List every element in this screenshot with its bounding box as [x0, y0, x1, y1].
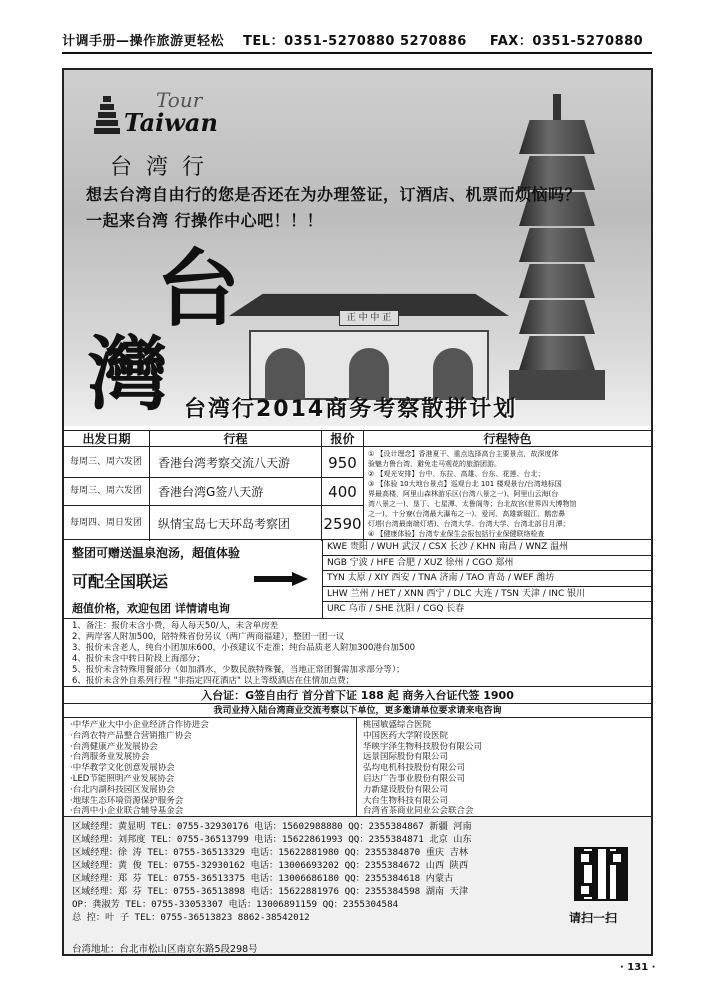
- feature-line: ① 【设计理念】香港夏干、重点选择高台主要景点，故深度体: [368, 450, 559, 458]
- organization-item: ·台湾服务业发展协会: [70, 752, 150, 763]
- feature-line: 湾八景之一)、垦丁、七星潭、太鲁阁等；台北故宫(世界四大博物馆: [368, 500, 577, 508]
- promo-block: [64, 540, 322, 618]
- route-row: TYN 太原 / XIY 西安 / TNA 济南 / TAO 青岛 / WEF 潍坊: [323, 571, 651, 587]
- organization-item: 力新建设股份有限公司: [363, 784, 449, 795]
- organizations-header: 我司业持入陆台湾商业交流考察以下单位，更多邀请单位要求请来电咨询: [64, 704, 651, 718]
- organization-item: ·中华产业大中小企业经济合作协进会: [70, 720, 209, 730]
- calligraphy-wan: 灣: [88, 327, 168, 421]
- organization-item: 台湾省茶商业同业公会联合会: [363, 806, 474, 817]
- features-header: 行程特色: [364, 431, 651, 447]
- price-header: 报价: [322, 431, 363, 447]
- note-line: 5、报价未含特殊用餐部分（如加酒水，少数民族特殊餐，当地正常团餐需加求部分等）；: [72, 665, 405, 675]
- plan-title: 台湾行2014商务考察散拼计划: [184, 397, 518, 422]
- organization-item: 桃园敏盛综合医院: [363, 720, 432, 730]
- terms-notes: [64, 618, 651, 686]
- logo-tour-text: Tour: [156, 88, 203, 112]
- itinerary-row-price: 950: [322, 448, 363, 478]
- contact-row: 区域经理：郑 芬 TEL：0755-36513375 电话：13006686180 QQ：2355384618 内蒙古: [72, 873, 454, 884]
- feature-line: 界最高楼，阿里山森林游乐区(台湾八景之一)、阿里山云海(台: [368, 490, 559, 498]
- organization-item: ·台北内湖科技园区发展协会: [70, 784, 175, 795]
- route-column: [150, 431, 322, 541]
- itinerary-row-route: 香港台湾考察交流八天游: [150, 448, 322, 478]
- organizations-left: [64, 718, 357, 816]
- gate-sign: 正 中 中 正: [339, 310, 399, 326]
- feature-line: 之一)、十分寮(台湾最大瀑布之一)、爱河、高雄新堀江、鹅峦鼻: [368, 510, 566, 518]
- itinerary-row-route: 香港台湾G签八天游: [150, 478, 322, 506]
- contact-row: 区域经理：刘邦度 TEL：0755-36513799 电话：15622861993 QQ：2355384871 北京 山东: [72, 834, 472, 845]
- itinerary-row-route: 纵情宝岛七天环岛考察团: [158, 517, 291, 531]
- organization-item: 启达广告事业股份有限公司: [363, 773, 466, 784]
- itinerary-row-days: 每周三、周六发团: [64, 478, 150, 506]
- taiwan-address: 台湾地址：台北市松山区南京东路5段298号: [72, 944, 258, 955]
- organization-item: ·地球生态环境资源保护服务会: [70, 795, 184, 806]
- route-row: KWE 贵阳 / WUH 武汉 / CSX 长沙 / KHN 南昌 / WNZ 温州: [323, 540, 651, 556]
- logo-cn-text: 台湾行: [110, 155, 219, 180]
- organization-item: ·LED节能照明产业发展协会: [70, 773, 175, 784]
- contact-row: 区域经理：黄显明 TEL：0755-32930176 电话：15602988880 QQ：2355384867 新疆 河南: [72, 821, 472, 832]
- organizations-right: [357, 718, 650, 819]
- organization-item: 中国医药大学附设医院: [363, 730, 449, 741]
- page-number: · 131 ·: [620, 962, 656, 973]
- organization-item: ·台湾中小企业联合辅导基金会: [70, 806, 184, 817]
- organization-item: 大台生物科技有限公司: [363, 795, 449, 806]
- pagoda-icon: [94, 94, 120, 144]
- header-tel: TEL：0351-5270880 5270886: [243, 34, 467, 49]
- hero-banner: [64, 70, 651, 426]
- note-line: 3、报价未含老人，纯台小团加床600，小孩建议不走准；纯台品质老人附加300港台加500: [72, 643, 416, 653]
- note-line: 4、报价未含中转日阶段上海部分；: [72, 654, 205, 664]
- feature-line: ③ 【体验 10大地台景点】巡观台北 101 楼观景台/台湾地标国: [368, 480, 562, 488]
- organization-item: ·台湾农特产品整合营销推广协会: [70, 730, 192, 741]
- calligraphy-tai: 台: [156, 239, 241, 338]
- promo-hot-spring: 整团可赠送温泉泡汤，超值体验: [72, 546, 241, 560]
- itinerary-row-price: 400: [322, 478, 363, 506]
- feature-line: ④ 【健康体验】台湾专业保生会报包括行业保健联络检查: [368, 530, 545, 538]
- header-fax: FAX：0351-5270880: [489, 34, 644, 49]
- memorial-gate-image: [229, 290, 509, 400]
- route-row: NGB 宁波 / HFE 合肥 / XUZ 徐州 / CGO 郑州: [323, 556, 651, 572]
- promo-national-link: 可配全国联运: [72, 572, 169, 591]
- organization-item: 弘均电机科技股份有限公司: [363, 763, 466, 774]
- dates-header: 出发日期: [64, 431, 149, 447]
- note-line: 1、备注：报价未含小费，每人每天50/人，未含单房差: [72, 621, 279, 631]
- route-header: 行程: [150, 431, 321, 447]
- headline-question: 想去台湾自由行的您是否还在为办理签证，订酒店、机票而烦恼吗？: [86, 185, 582, 204]
- taipei-101-tower-image: [519, 94, 595, 390]
- arrow-right-icon: [254, 572, 308, 586]
- organization-item: 远景国际股份有限公司: [363, 752, 449, 763]
- organization-item: ·台湾健康产业发展协会: [70, 741, 158, 752]
- contact-row: 区域经理：郑 芬 TEL：0755-36513898 电话：15622881976 QQ：2355384598 湖南 天津: [72, 886, 469, 897]
- feature-line: 验魅力鲁台湾，避免走马观花的旅游团游。: [368, 460, 501, 468]
- promo-price: 超值价格，欢迎包团 详情请电询: [72, 602, 230, 615]
- contact-row: 总 控：叶 子 TEL：0755-36513823 8862-38542012: [72, 912, 310, 923]
- itinerary-row-price: 2590: [323, 514, 362, 533]
- advertisement-page: [62, 68, 653, 956]
- features-text: [364, 447, 649, 541]
- entry-permit-line: 入台证：G签自由行 首分首下证 188 起 商务入台证代签 1900: [64, 686, 651, 704]
- contact-row: 区域经理：徐 涛 TEL：0755-36513329 电话：15622881980 QQ：2355384870 重庆 吉林: [72, 847, 469, 858]
- organization-item: 华映宇泽生物科技股份有限公司: [363, 741, 483, 752]
- itinerary-table: [64, 430, 651, 540]
- note-line: 2、两岸客人附加500，陪特殊省份另议（两广两商福建），整团一团一议: [72, 632, 345, 642]
- contact-row: OP：龚淑芳 TEL：0755-33053307 电话：13006891159 QQ：2355304584: [72, 899, 399, 910]
- qr-scan-label: 请扫一扫: [569, 911, 618, 925]
- price-column: [322, 431, 364, 541]
- itinerary-row-days: 每周四、周日发团: [70, 518, 143, 528]
- route-row: LHW 兰州 / HET / XNN 西宁 / DLC 大连 / TSN 天津 / INC 银川: [323, 587, 651, 603]
- organization-item: ·中华教学文化创意发展协会: [70, 763, 175, 774]
- dates-column: [64, 431, 150, 541]
- header-brand: 计调手册—操作旅游更轻松: [62, 34, 225, 49]
- contacts-panel: [64, 816, 651, 956]
- route-row: URC 乌市 / SHE 沈阳 / CGQ 长春: [327, 604, 465, 615]
- itinerary-row-days: 每周三、周六发团: [64, 448, 150, 478]
- feature-line: ② 【观光安排】台中、东拉、高雄、台东、花莲、台北；: [368, 470, 545, 478]
- headline-invitation: 一起来台湾 行操作中心吧！！！: [86, 211, 324, 230]
- logo-taiwan-text: Taiwan: [124, 108, 218, 137]
- note-line: 6、报价未含外自系列行程 "非指定四花酒店" 以上等级酒店在住情加点费；: [72, 676, 355, 686]
- qr-code[interactable]: [574, 847, 628, 901]
- taiwan-tour-logo: [88, 88, 248, 184]
- feature-line: 灯塔(台湾最南端灯塔)、台湾大学、台湾大学、台湾北部日月潭；: [368, 520, 570, 528]
- contact-row: 区域经理：黄 俊 TEL：0755-32930162 电话：13006693202 QQ：2355384672 山西 陕西: [72, 860, 469, 871]
- page-header-bar: [62, 30, 652, 54]
- connecting-cities-list: [322, 540, 651, 618]
